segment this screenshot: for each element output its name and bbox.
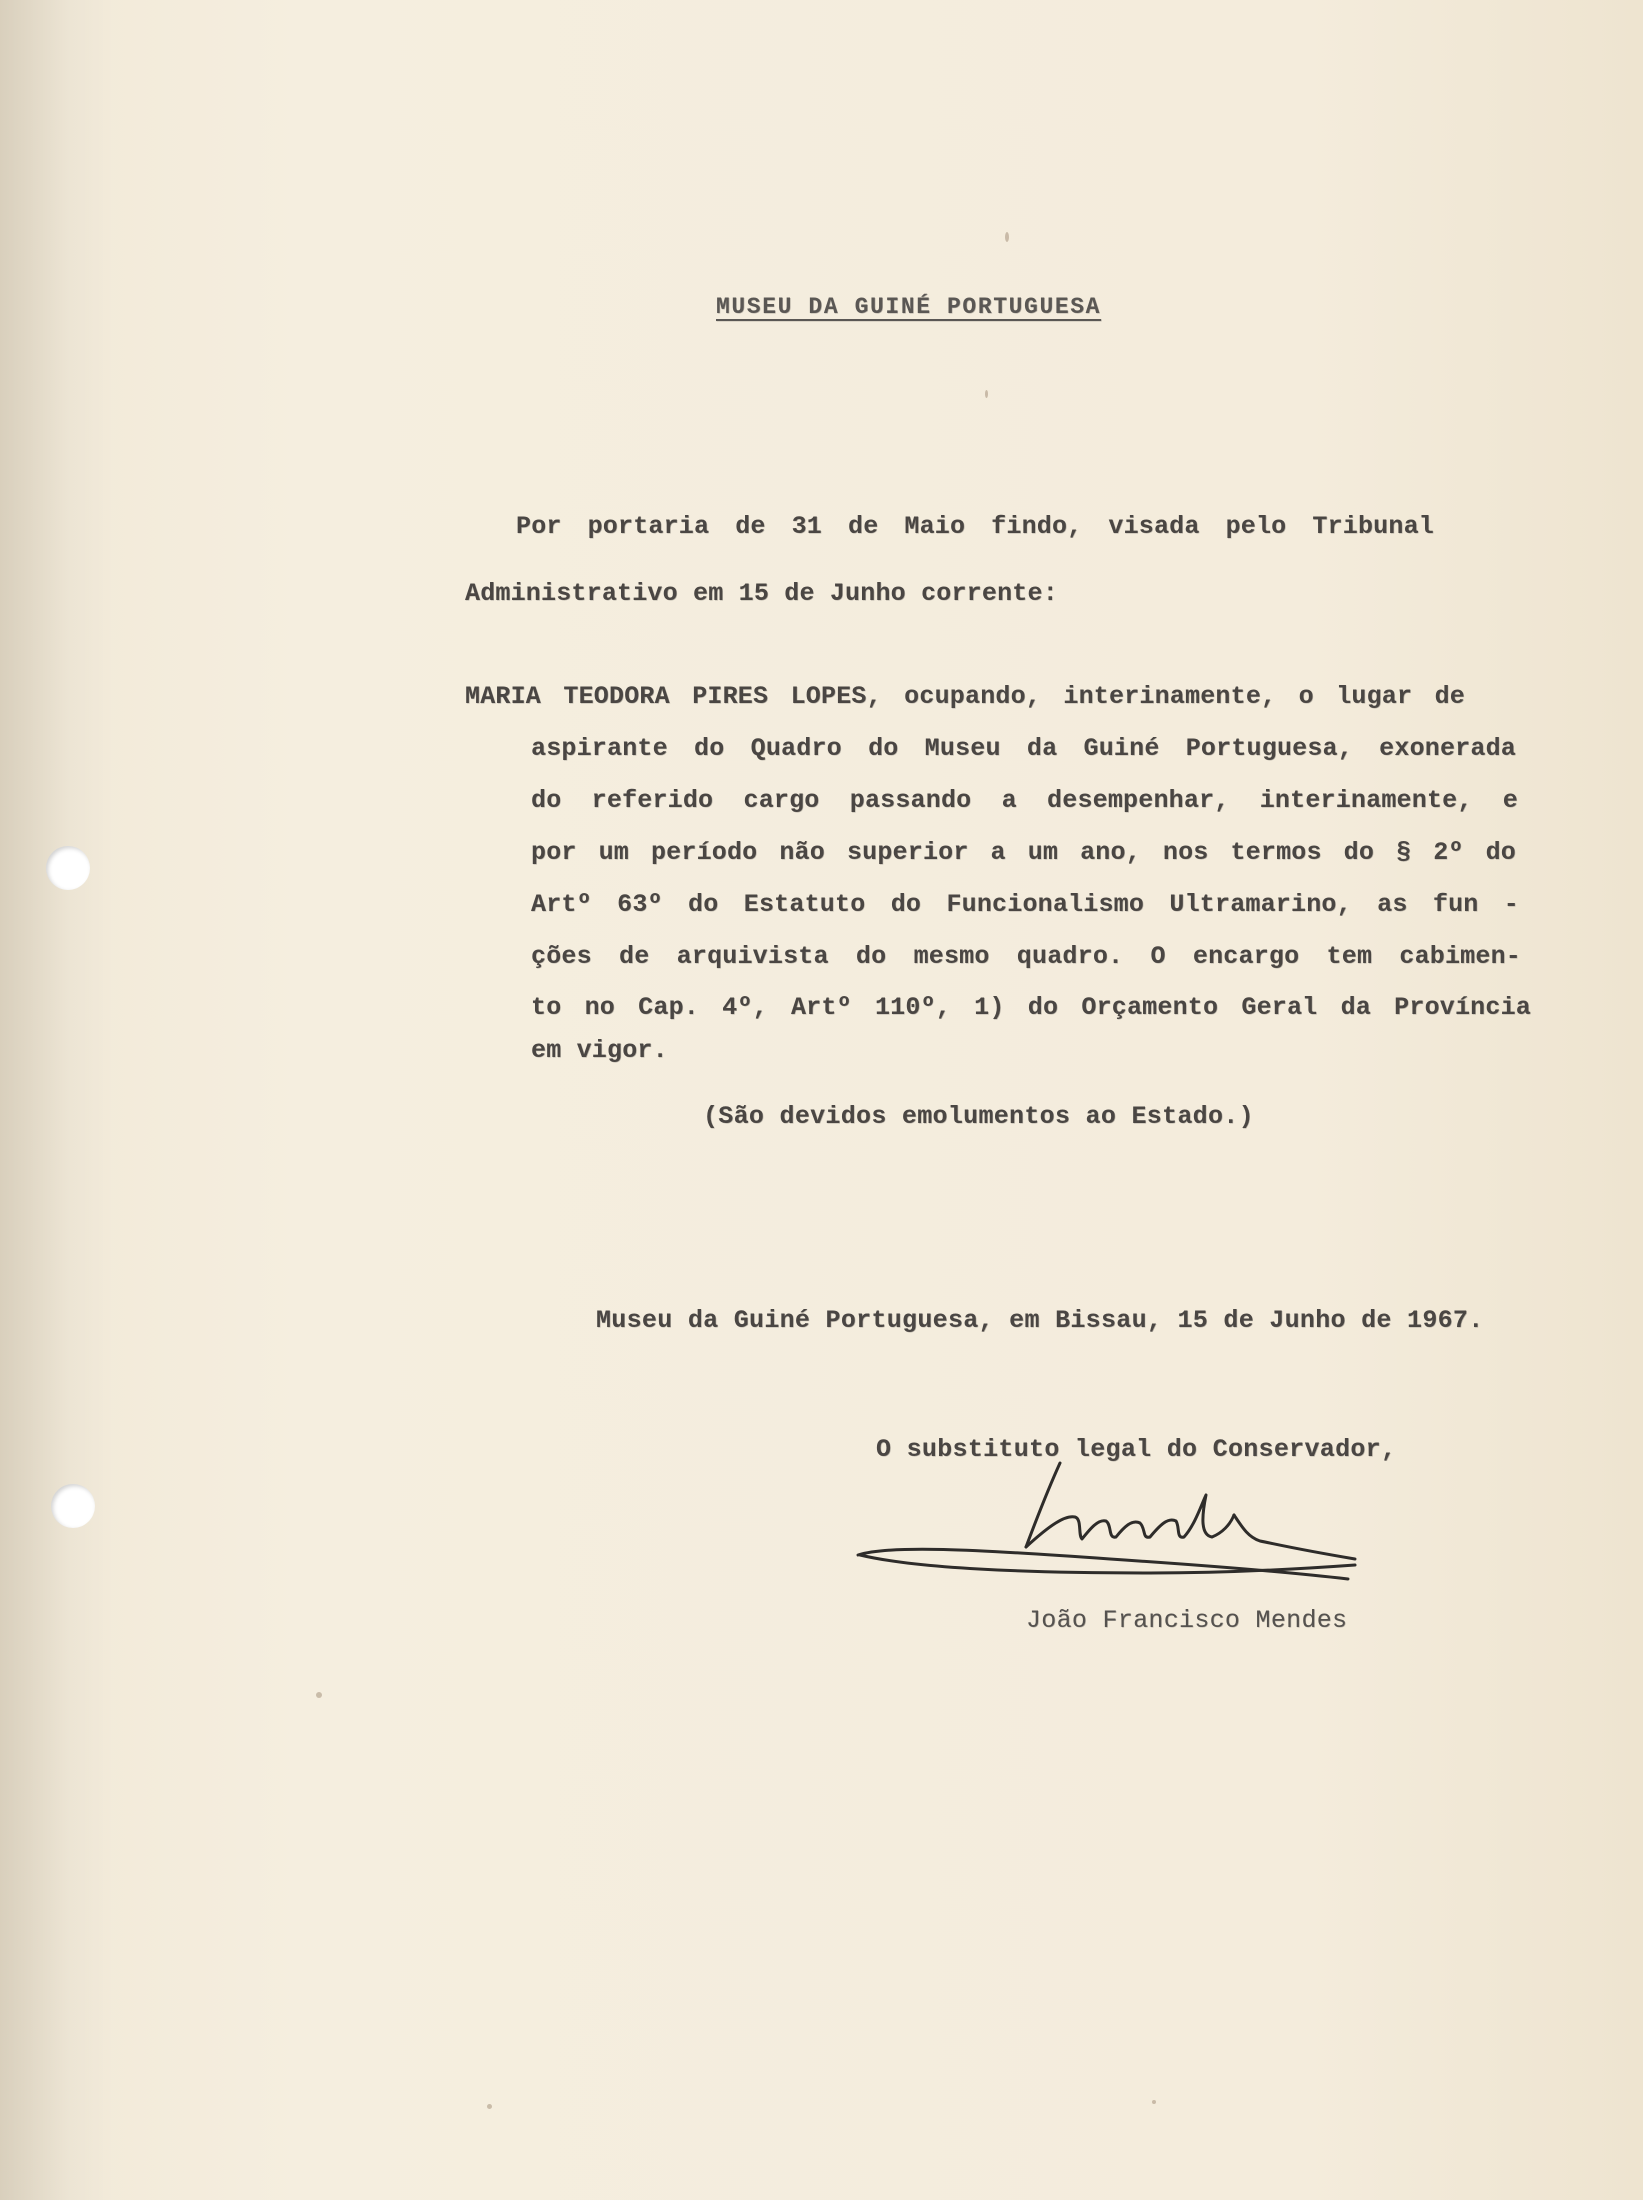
signature-text: JMendes [850,1455,855,1456]
body-line: ções de arquivista do mesmo quadro. O encargo tem cabimen- [531,942,1521,971]
punch-hole-bottom [51,1484,95,1528]
paper-speck [985,390,988,398]
body-line: Artº 63º do Estatuto do Funcionalismo Ultramarino, as fun - [531,890,1519,919]
signature-stroke [1026,1463,1060,1547]
body-line: to no Cap. 4º, Artº 110º, 1) do Orçamento Geral da Província [531,993,1531,1022]
body-line: do referido cargo passando a desempenhar, interinamente, e [531,786,1518,815]
punch-hole-top [46,846,90,890]
signer-role: O substituto legal do Conservador, [876,1435,1397,1464]
place-and-date: Museu da Guiné Portuguesa, em Bissau, 15 de Junho de 1967. [596,1306,1484,1335]
body-line: em vigor. [531,1036,668,1065]
paper-speck [487,2104,492,2109]
paper-edge-shadow [0,0,115,2200]
body-line: por um período não superior a um ano, nos termos do § 2º do [531,838,1516,867]
paper-speck [1152,2100,1156,2104]
signer-name: João Francisco Mendes [1026,1606,1348,1635]
signature-stroke [1234,1515,1355,1559]
body-line: MARIA TEODORA PIRES LOPES, ocupando, interinamente, o lugar de [465,682,1465,711]
document-title: MUSEU DA GUINÉ PORTUGUESA [716,294,1102,320]
body-line: aspirante do Quadro do Museu da Guiné Portuguesa, exonerada [531,734,1516,763]
paper-speck [316,1692,322,1698]
intro-line: Administrativo em 15 de Junho corrente: [465,579,1058,608]
handwritten-signature [850,1455,1370,1595]
paper-speck [1005,232,1009,242]
intro-line: Por portaria de 31 de Maio findo, visada pelo Tribunal [516,512,1434,541]
signature-stroke [1026,1495,1234,1547]
fees-note: (São devidos emolumentos ao Estado.) [703,1102,1254,1131]
